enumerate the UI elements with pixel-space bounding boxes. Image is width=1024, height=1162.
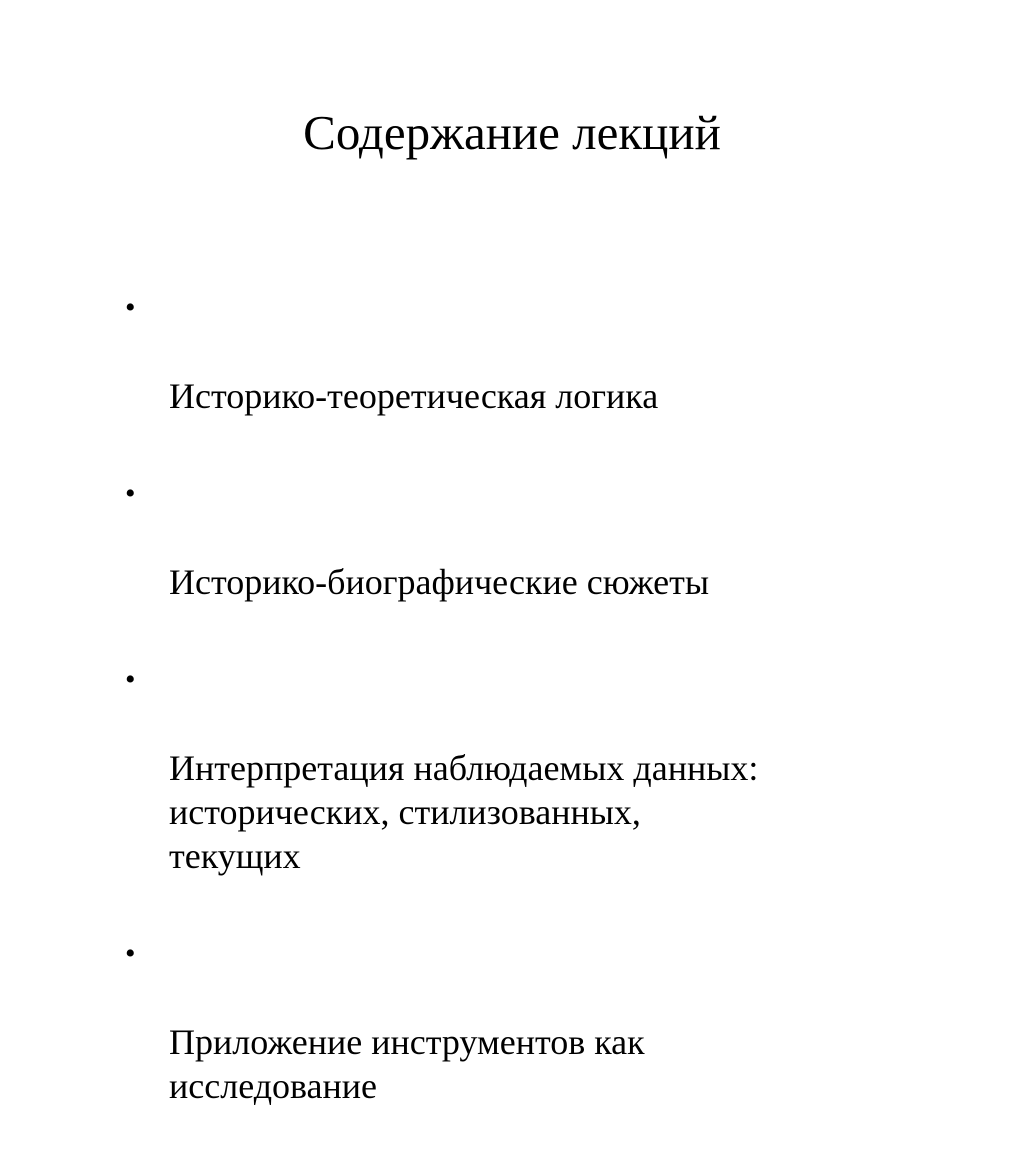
list-item-text: Интерпретация наблюдаемых данных: исторических, стилизованных, текущих (169, 748, 759, 876)
list-item (123, 472, 963, 648)
bullet-icon: • (125, 663, 136, 696)
list-item (123, 658, 963, 922)
list-item (123, 286, 963, 462)
slide-title: Содержание лекций (303, 105, 721, 160)
list-item-text: Историко-биографические сюжеты (169, 562, 710, 602)
list-item-text: Приложение инструментов как исследование (169, 1022, 645, 1106)
bullet-icon: • (125, 937, 136, 970)
bullet-icon: • (125, 477, 136, 510)
list-item-text: Историко-теоретическая логика (169, 376, 659, 416)
bullet-list (123, 286, 963, 1162)
bullet-icon: • (125, 291, 136, 324)
list-item (123, 932, 963, 1152)
